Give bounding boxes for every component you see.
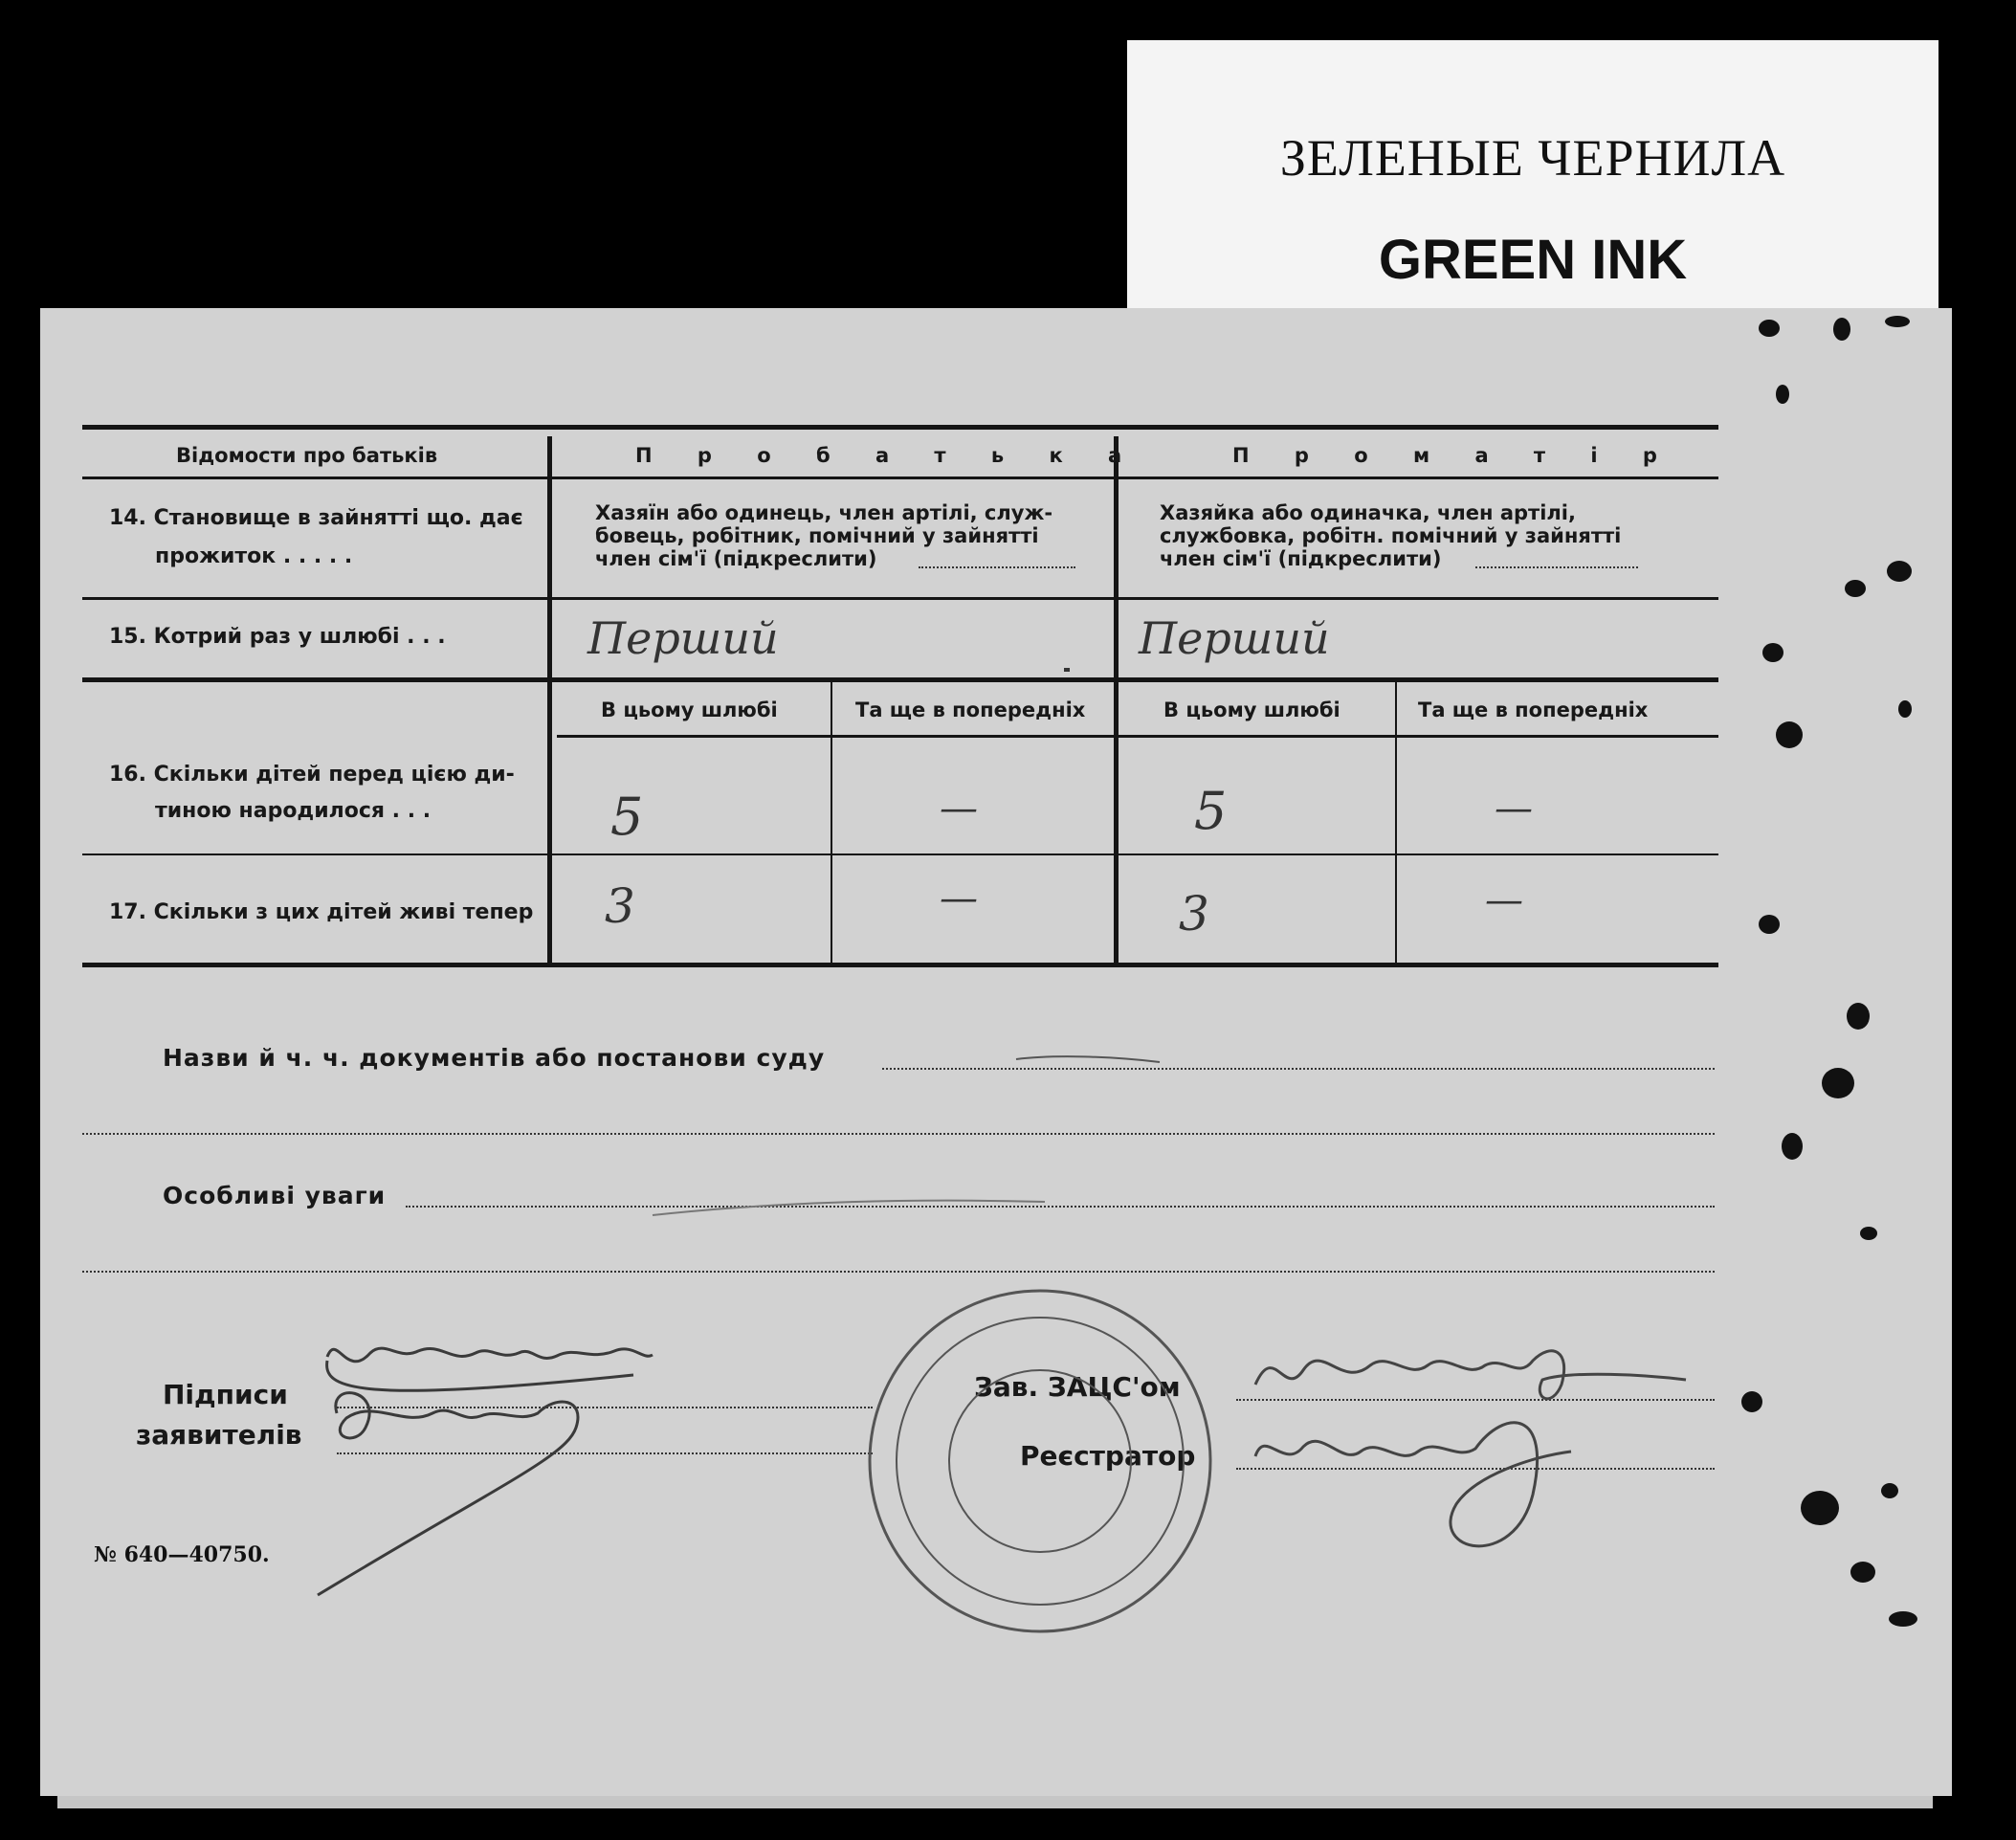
- subheader-mother-this-marriage: В цьому шлюбі: [1163, 698, 1340, 721]
- row14-mother-line1: Хазяйка або одиначка, член артілі,: [1160, 501, 1576, 524]
- head-of-registry-label: Зав. ЗАЦС'ом: [974, 1371, 1181, 1403]
- binding-hole: [1822, 1068, 1854, 1098]
- header-parents-info: Відомости про батьків: [176, 444, 438, 467]
- row16-mother-this: 5: [1194, 781, 1228, 841]
- applicant-signature-1: [327, 1348, 653, 1390]
- binding-hole: [1845, 580, 1866, 597]
- header-mother: П р о м а т і р: [1232, 444, 1676, 467]
- binding-hole: [1887, 561, 1912, 582]
- row15-label: 15. Котрий раз у шлюбі . . .: [109, 625, 446, 649]
- binding-hole: [1898, 700, 1912, 718]
- label-english: GREEN INK: [1378, 229, 1688, 291]
- binding-hole: [1776, 721, 1803, 748]
- registrar-signature: [1255, 1423, 1571, 1546]
- binding-hole: [1741, 1391, 1762, 1412]
- binding-hole: [1833, 318, 1850, 341]
- binding-hole: [1762, 643, 1783, 662]
- row14-mother-line3: член сім'ї (підкреслити): [1160, 547, 1442, 570]
- binding-hole: [1889, 1611, 1917, 1627]
- documents-label: Назви й ч. ч. документів або постанови суду: [163, 1044, 826, 1072]
- document-page: [40, 308, 1952, 1796]
- row14-label-line2: прожиток . . . . .: [155, 544, 353, 568]
- documents-dash-mark: [1016, 1056, 1160, 1062]
- label-russian: ЗЕЛЕНЫЕ ЧЕРНИЛА: [1279, 129, 1786, 187]
- row16-father-this: 5: [610, 787, 644, 847]
- handwriting-overlay: [40, 308, 1952, 1796]
- binding-hole: [1801, 1491, 1839, 1525]
- binding-hole: [1759, 915, 1780, 934]
- applicants-label-line2: заявителів: [136, 1419, 302, 1451]
- row16-label-line1: 16. Скільки дітей перед цією ди-: [109, 763, 515, 787]
- head-signature: [1255, 1351, 1686, 1399]
- binding-hole: [1885, 316, 1910, 327]
- row16-mother-prev: —: [1495, 787, 1533, 831]
- row17-father-prev: —: [940, 876, 978, 920]
- row14-label-line1: 14. Становище в зайнятті що. дає: [109, 506, 523, 530]
- binding-hole: [1847, 1003, 1870, 1030]
- applicant-signature-2: [318, 1393, 578, 1595]
- row16-label-line2: тиною народилося . . .: [155, 799, 432, 823]
- row14-mother-line2: службовка, робітн. помічний у зайнятті: [1160, 524, 1622, 547]
- binding-hole: [1759, 320, 1780, 337]
- subheader-father-previous: Та ще в попередніх: [855, 698, 1086, 721]
- binding-hole: [1860, 1227, 1877, 1240]
- row14-father-line1: Хазяїн або одинець, член артілі, служ-: [595, 501, 1053, 524]
- registrar-label: Реєстратор: [1020, 1440, 1196, 1472]
- form-serial-number: № 640—40750.: [94, 1542, 270, 1567]
- special-remarks-label: Особливі уваги: [163, 1182, 387, 1209]
- row14-father-line3: член сім'ї (підкреслити): [595, 547, 877, 570]
- row14-father-line2: бовець, робітник, помічний у зайнятті: [595, 524, 1039, 547]
- binding-hole: [1776, 385, 1789, 404]
- row17-mother-this: 3: [1179, 886, 1209, 942]
- binding-hole: [1850, 1562, 1875, 1583]
- subheader-mother-previous: Та ще в попередніх: [1418, 698, 1649, 721]
- row17-label: 17. Скільки з цих дітей живі тепер: [109, 900, 534, 924]
- subheader-father-this-marriage: В цьому шлюбі: [601, 698, 778, 721]
- row17-father-this: 3: [605, 878, 635, 934]
- row16-father-prev: —: [940, 787, 978, 831]
- green-ink-label: [1127, 40, 1938, 308]
- registry-stamp: [870, 1291, 1210, 1631]
- special-remarks-dash-mark: [653, 1201, 1045, 1215]
- row17-mother-prev: —: [1485, 878, 1523, 922]
- header-father: П р о б а т ь к а: [635, 444, 1141, 467]
- row15-mother-value: Перший: [1139, 612, 1330, 664]
- applicants-label-line1: Підписи: [163, 1379, 288, 1410]
- row15-father-value: Перший: [587, 612, 779, 664]
- binding-hole: [1782, 1133, 1803, 1160]
- binding-hole: [1881, 1483, 1898, 1498]
